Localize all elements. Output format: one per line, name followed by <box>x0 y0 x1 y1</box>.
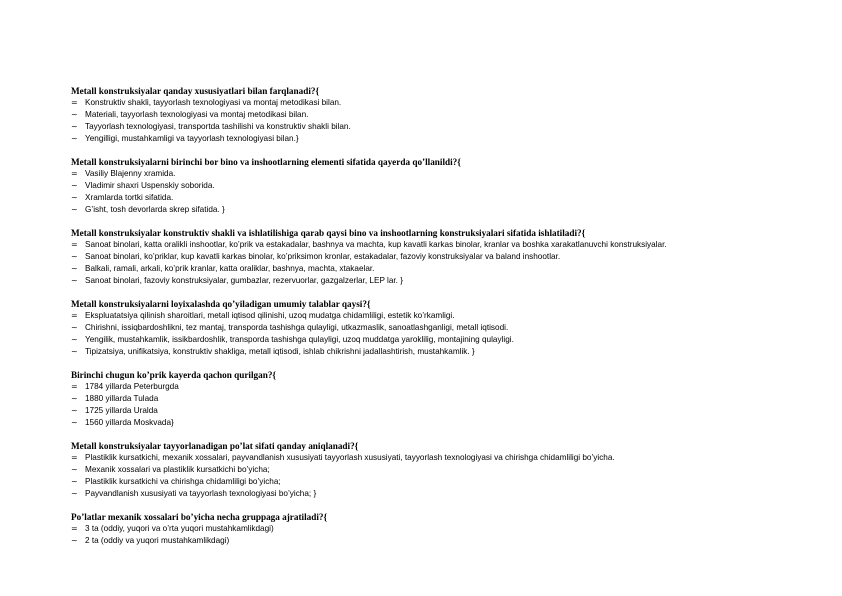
answer-option <box>71 476 831 488</box>
answer-marker: = <box>71 169 78 178</box>
answer-option <box>71 168 831 180</box>
answer-option <box>71 275 831 287</box>
answer-text: Vasiliy Blajenny xramida. <box>85 169 176 178</box>
answer-marker: ~ <box>71 406 78 415</box>
question-list <box>71 85 831 558</box>
answer-text: Konstruktiv shakli, tayyorlash texnologiyasi va montaj metodikasi bilan. <box>85 98 342 107</box>
question-title: Metall konstruksiyalarni loyixalashda qo’yiladigan umumiy talablar qaysi?{ <box>71 299 371 309</box>
answer-text: 1784 yillarda Peterburgda <box>85 382 179 391</box>
answer-marker: ~ <box>71 205 78 214</box>
answer-text: Yengilligi, mustahkamligi va tayyorlash texnologiyasi bilan.} <box>85 134 299 143</box>
answer-text: Plastiklik kursatkichi va chirishga chidamliligi bo’yicha; <box>85 477 281 486</box>
answer-text: Payvandlanish xususiyati va tayyorlash texnologiyasi bo’yicha; } <box>85 489 317 498</box>
answer-option <box>71 251 831 263</box>
question-block <box>71 369 831 429</box>
answer-text: Plastiklik kursatkichi, mexanik xossalari, payvandlanish xususiyati tayyorlash xususiyati, tayyorlash texnologiyasi va chirishga chidamliligi bo’yicha. <box>85 453 615 462</box>
answer-text: 1560 yillarda Moskvada} <box>85 418 174 427</box>
answer-option <box>71 192 831 204</box>
answer-option <box>71 523 831 535</box>
answer-text: Vladimir shaxri Uspenskiy soborida. <box>85 181 215 190</box>
answer-option <box>71 109 831 121</box>
answer-marker: ~ <box>71 110 78 119</box>
question-title: Birinchi chugun ko’prik kayerda qachon qurilgan?{ <box>71 370 277 380</box>
answer-marker: ~ <box>71 264 78 273</box>
answer-option <box>71 488 831 500</box>
answer-text: Chirishni, issiqbardoshlikni, tez mantaj, transporda tashishga qulayligi, utkazmaslik, sanoatlashganligi, metall iqtisodi. <box>85 323 509 332</box>
answer-option <box>71 334 831 346</box>
answer-option <box>71 133 831 145</box>
answer-option <box>71 464 831 476</box>
question-block <box>71 227 831 287</box>
answer-text: Sanoat binolari, fazoviy konstruksiyalar, gumbazlar, rezervuorlar, gazgalzerlar, LEP lar. } <box>85 276 403 285</box>
question-block <box>71 156 831 216</box>
answer-marker: = <box>71 524 78 533</box>
answer-marker: ~ <box>71 193 78 202</box>
answer-text: Yengilik, mustahkamlik, issikbardoshlik, transporda tashishga qulayligi, uzoq muddatga yaroklilig, montajining qulayligi. <box>85 335 514 344</box>
answer-text: 1880 yillarda Tulada <box>85 394 159 403</box>
question-title: Po’latlar mexanik xossalari bo’yicha necha gruppaga ajratiladi?{ <box>71 512 328 522</box>
answer-option <box>71 393 831 405</box>
answer-marker: ~ <box>71 323 78 332</box>
answer-marker: ~ <box>71 465 78 474</box>
answer-option <box>71 417 831 429</box>
answer-text: 2 ta (oddiy va yuqori mustahkamlikdagi) <box>85 536 230 545</box>
answer-option <box>71 322 831 334</box>
answer-option <box>71 346 831 358</box>
answer-text: Sanoat binolari, ko’priklar, kup kavatli karkas binolar, ko’priksimon kronlar, estakadalar, fazoviy konstruksiyalar va baland inshootlar. <box>85 252 561 261</box>
question-title: Metall konstruksiyalar konstruktiv shakli va ishlatilishiga qarab qaysi bino va inshootlarning konstruksiyalari sifatida ishlatiladi?{ <box>71 228 586 238</box>
answer-text: Xramlarda tortki sifatida. <box>85 193 174 202</box>
answer-text: 1725 yillarda Uralda <box>85 406 158 415</box>
answer-marker: ~ <box>71 536 78 545</box>
answer-option <box>71 180 831 192</box>
answer-text: Ekspluatatsiya qilinish sharoitlari, metall iqtisod qilinishi, uzoq mudatga chidamliligi, estetik ko’rkamligi. <box>85 311 455 320</box>
answer-marker: ~ <box>71 134 78 143</box>
answer-marker: ~ <box>71 122 78 131</box>
answer-marker: ~ <box>71 418 78 427</box>
answer-marker: ~ <box>71 477 78 486</box>
answer-option <box>71 452 831 464</box>
answer-text: Balkali, ramali, arkali, ko’prik kranlar, katta oraliklar, bashnya, machta, xtakaelar. <box>85 264 375 273</box>
answer-text: G’isht, tosh devorlarda skrep sifatida. } <box>85 205 225 214</box>
answer-option <box>71 121 831 133</box>
answer-text: Sanoat binolari, katta oralikli inshootlar, ko’prik va estakadalar, bashnya va machta, kup kavatli karkas binolar, kranlar va boshka xarakatlanuvchi konstruksiyalar. <box>85 240 667 249</box>
answer-marker: = <box>71 453 78 462</box>
question-block <box>71 511 831 547</box>
question-title: Metall konstruksiyalar tayyorlanadigan po’lat sifati qanday aniqlanadi?{ <box>71 441 359 451</box>
answer-option <box>71 535 831 547</box>
answer-text: 3 ta (oddiy, yuqori va o’rta yuqori mustahkamlikdagi) <box>85 524 274 533</box>
answer-option <box>71 239 831 251</box>
answer-marker: = <box>71 382 78 391</box>
answer-text: Materiali, tayyorlash texnologiyasi va montaj metodikasi bilan. <box>85 110 309 119</box>
answer-text: Tipizatsiya, unifikatsiya, konstruktiv shakliga, metall iqtisodi, ishlab chikrishni jadallashtirish, mustahkamlik. } <box>85 347 475 356</box>
answer-option <box>71 263 831 275</box>
answer-marker: = <box>71 98 78 107</box>
answer-marker: ~ <box>71 252 78 261</box>
answer-text: Mexanik xossalari va plastiklik kursatkichi bo’yicha; <box>85 465 270 474</box>
answer-marker: ~ <box>71 276 78 285</box>
answer-option <box>71 310 831 322</box>
answer-marker: = <box>71 311 78 320</box>
answer-marker: = <box>71 240 78 249</box>
question-block <box>71 298 831 358</box>
answer-option <box>71 204 831 216</box>
answer-option <box>71 405 831 417</box>
answer-option <box>71 97 831 109</box>
question-block <box>71 85 831 145</box>
answer-marker: ~ <box>71 335 78 344</box>
answer-marker: ~ <box>71 347 78 356</box>
answer-option <box>71 381 831 393</box>
answer-marker: ~ <box>71 489 78 498</box>
question-title: Metall konstruksiyalar qanday xususiyatlari bilan farqlanadi?{ <box>71 86 320 96</box>
answer-marker: ~ <box>71 394 78 403</box>
question-block <box>71 440 831 500</box>
question-title: Metall konstruksiyalarni birinchi bor bino va inshootlarning elementi sifatida qayerda qo’llanildi?{ <box>71 157 461 167</box>
answer-text: Tayyorlash texnologiyasi, transportda tashilishi va konstruktiv shakli bilan. <box>85 122 351 131</box>
answer-marker: ~ <box>71 181 78 190</box>
